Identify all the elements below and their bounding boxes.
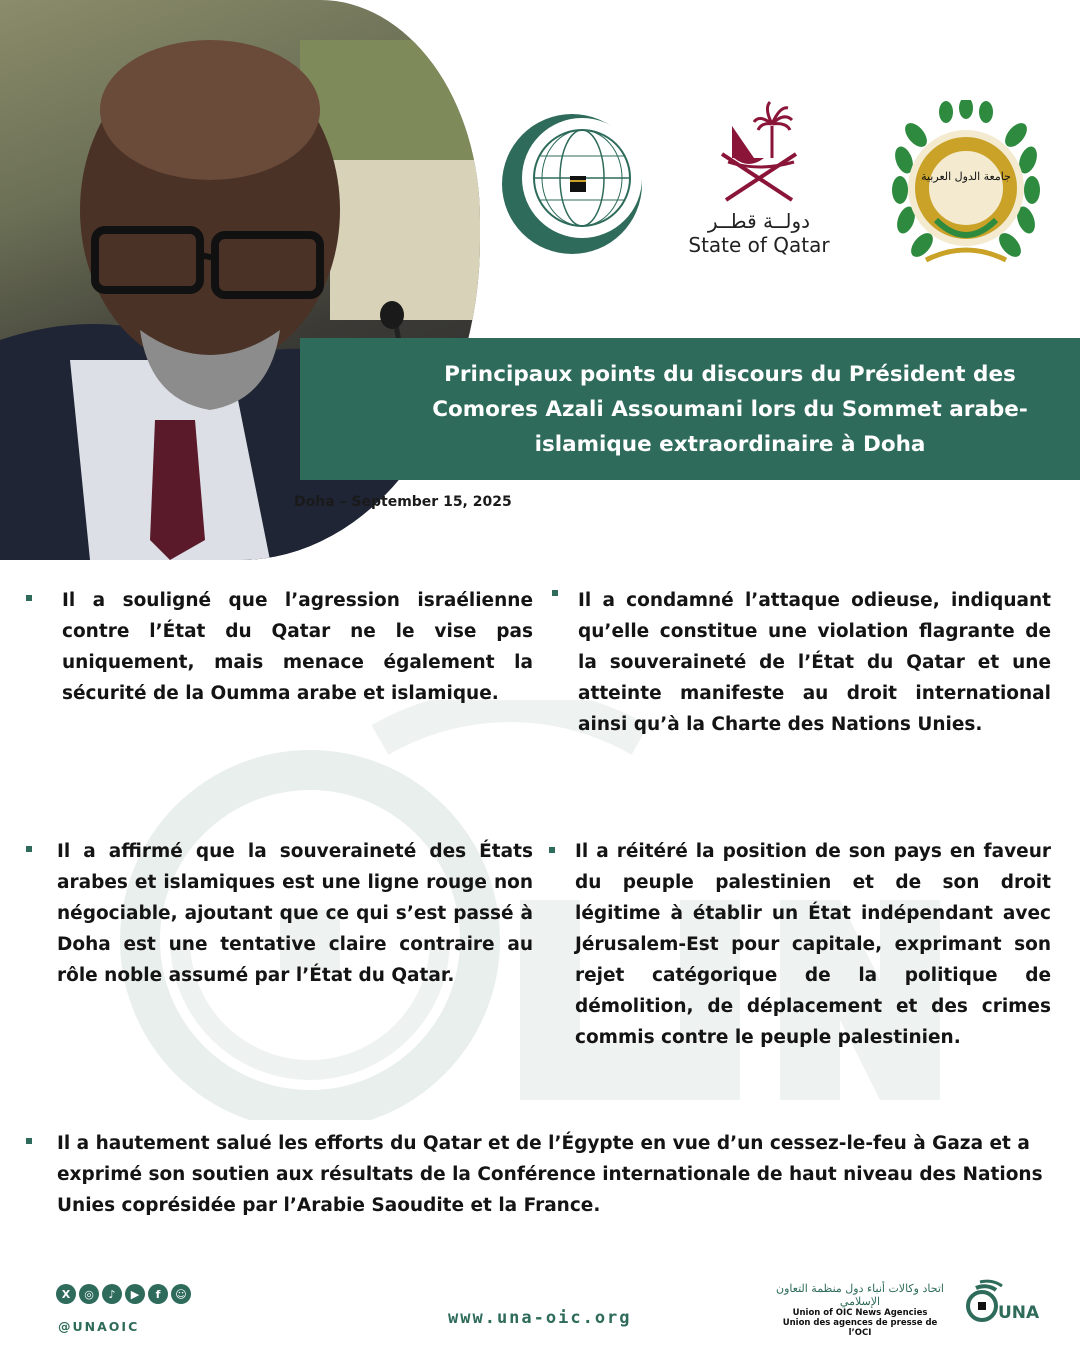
bullet-text: Il a réitéré la position de son pays en faveur du peuple palestinien et de son droit légitime à établir un État indépendant avec Jérusalem-Est pour capitale, exprimant son rejet catégorique de la politique de démolition, de déplacement et des crimes commis contre le peuple palestinien. bbox=[575, 841, 1051, 1048]
website-link[interactable]: www.una-oic.org bbox=[448, 1308, 632, 1328]
union-arabic-name: اتحاد وكالات أنباء دول منظمة التعاون الإسلامي bbox=[776, 1282, 944, 1308]
una-logo bbox=[962, 1278, 1042, 1332]
bullet-text: Il a hautement salué les efforts du Qatar et de l’Égypte en vue d’un cessez-le-feu à Gaza et a exprimé son soutien aux résultats de la Conférence internationale de haut niveau des Nations Unies coprésidée par l’Arabie Saoudite et la France. bbox=[57, 1133, 1043, 1216]
bullet-marker-icon bbox=[26, 846, 32, 852]
bullet-point-4 bbox=[575, 836, 1051, 1053]
bullet-marker-icon bbox=[26, 1138, 32, 1144]
qatar-english-name: State of Qatar bbox=[688, 233, 830, 257]
x-icon[interactable]: X bbox=[56, 1284, 76, 1304]
bullet-point-5 bbox=[57, 1128, 1057, 1221]
una-logo-text: UNA bbox=[998, 1303, 1040, 1323]
union-of-oic-news-agencies bbox=[772, 1282, 948, 1338]
page-title: Principaux points du discours du Président des Comores Azali Assoumani lors du Sommet arabe-islamique extraordinaire à Doha bbox=[432, 361, 1028, 457]
snapchat-icon[interactable]: ☺ bbox=[171, 1284, 191, 1304]
bullet-point-1 bbox=[62, 585, 533, 709]
bullet-text: Il a affirmé que la souveraineté des États arabes et islamiques est une ligne rouge non négociable, ajoutant que ce qui s’est passé à Doha est une tentative claire contraire au rôle noble assumé par l’État du Qatar. bbox=[57, 841, 533, 986]
bullet-marker-icon bbox=[26, 595, 32, 601]
dateline: Doha – September 15, 2025 bbox=[294, 494, 512, 510]
arab-league-arabic-text: جامعة الدول العربية bbox=[921, 170, 1011, 183]
youtube-icon[interactable]: ▶ bbox=[125, 1284, 145, 1304]
oic-logo bbox=[500, 112, 645, 257]
union-french-name: Union des agences de presse de l’OCI bbox=[782, 1318, 938, 1338]
instagram-icon[interactable]: ◎ bbox=[79, 1284, 99, 1304]
bullet-point-3 bbox=[57, 836, 533, 991]
bullet-point-2 bbox=[578, 585, 1051, 740]
bullet-text: Il a souligné que l’agression israélienne contre l’État du Qatar ne le vise pas uniquement, mais menace également la sécurité de la Oumma arabe et islamique. bbox=[62, 590, 533, 704]
arab-league-logo bbox=[886, 100, 1046, 272]
tiktok-icon[interactable]: ♪ bbox=[102, 1284, 122, 1304]
social-icons bbox=[56, 1284, 191, 1304]
union-english-name: Union of OIC News Agencies bbox=[792, 1308, 928, 1318]
qatar-emblem-icon bbox=[704, 96, 814, 206]
social-handle[interactable]: @UNAOIC bbox=[58, 1319, 140, 1334]
bullet-text: Il a condamné l’attaque odieuse, indiquant qu’elle constitue une violation flagrante de la souveraineté de l’État du Qatar et une atteinte manifeste au droit international ainsi qu’à la Charte des Nations Unies. bbox=[578, 590, 1051, 735]
bullet-marker-icon bbox=[549, 847, 555, 853]
qatar-arabic-name: دولــة قطــر bbox=[707, 209, 811, 233]
state-of-qatar-logo bbox=[684, 96, 834, 271]
title-banner bbox=[300, 338, 1080, 480]
bullet-marker-icon bbox=[552, 590, 558, 596]
una-logo-icon bbox=[962, 1278, 1042, 1328]
facebook-icon[interactable]: f bbox=[148, 1284, 168, 1304]
